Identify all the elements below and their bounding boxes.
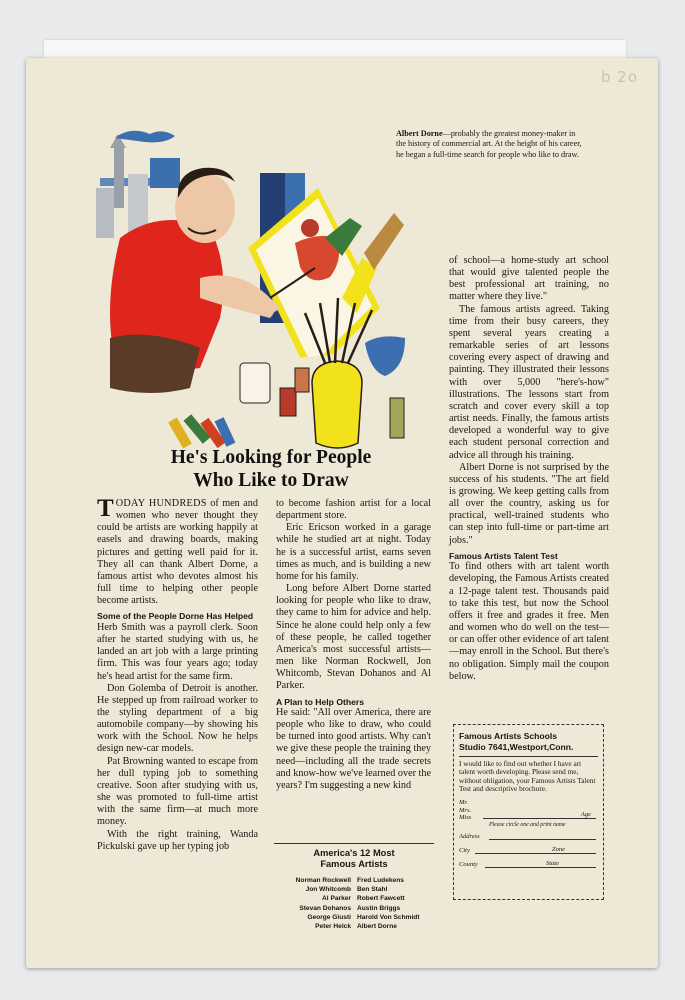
paragraph: Herb Smith was a payroll clerk. Soon after he started studying with us, he landed an art job with a large printing firm. This was four years ago; today he's head artist for the same firm. bbox=[97, 621, 258, 682]
artist-name: Robert Fawcett bbox=[357, 895, 405, 903]
article-column-1 bbox=[97, 495, 258, 853]
article-column-3 bbox=[449, 255, 609, 683]
paragraph: Albert Dorne is not surprised by the success of his students. "The art field is growing. We keep getting calls from all over the country, asking us for practical, well-trained students who can step into full-time or part-time art jobs." bbox=[449, 461, 609, 546]
paragraph: To find others with art talent worth developing, the Famous Artists created a 12-page talent test. Thousands paid to take this test, but now the School offers it free and grades it free. Men and women who do well on the test—or can offer other evidence of art talent—may enroll in the School. But there's no obligation. Simply mail the coupon below. bbox=[449, 561, 609, 682]
article-column-2 bbox=[276, 498, 431, 792]
label-zone: Zone bbox=[552, 845, 565, 853]
artist-name: George Giusti bbox=[307, 913, 351, 921]
label-city: City bbox=[459, 846, 470, 854]
artist-name: Albert Dorne bbox=[357, 923, 397, 931]
coupon-school-name: Famous Artists Schools bbox=[459, 731, 558, 741]
drop-cap: T bbox=[97, 495, 114, 522]
artist-name: Ben Stahl bbox=[357, 886, 388, 894]
artists-title-line-1: America's 12 Most bbox=[313, 848, 395, 858]
caption-text: —probably the greatest money-maker in the history of commercial art. At the height of his career, he began a full-time search for people who like to draw. bbox=[396, 129, 582, 159]
label-mrs: Mrs. bbox=[459, 806, 472, 814]
county-line bbox=[485, 867, 596, 868]
label-address: Address bbox=[459, 832, 480, 840]
artist-name: Fred Ludekens bbox=[357, 877, 404, 884]
coupon-studio-address: Studio 7641,Westport,Conn. bbox=[459, 742, 598, 757]
paragraph: The famous artists agreed. Taking time from their busy careers, they spent several years creating a remarkable series of art lessons covering every aspect of drawing and painting. They illustrated their lessons with over 5,000 "here's-how" illustrations. The lessons start from scratch and cover every skill a top artist needs. Finally, the famous artists developed a wonderful way to give each student personal correction and advice all through his training. bbox=[449, 303, 609, 461]
intro-text: of men and women who never thought they could be artists are working happily at easels and drawing boards, making pictures and getting well paid for it. They all can thank Albert Dorne, a famous artist who devotes almost his full time to helping other people become artists. bbox=[97, 498, 258, 607]
paragraph: Don Golemba of Detroit is another. He stepped up from railroad worker to the styling department of a big automobile company—by showing his work with the School. Now he helps design new-car models. bbox=[97, 682, 258, 755]
artist-name: Harold Von Schmidt bbox=[357, 913, 420, 921]
mail-coupon bbox=[453, 724, 604, 900]
intro-paragraph bbox=[97, 495, 258, 607]
section-heading-talent-test: Famous Artists Talent Test bbox=[449, 550, 558, 561]
coupon-city-zone-field[interactable] bbox=[459, 842, 598, 856]
coupon-name-field[interactable] bbox=[459, 800, 598, 828]
coupon-hint: Please circle one and print name bbox=[489, 821, 566, 828]
label-miss: Miss bbox=[459, 814, 472, 822]
coupon-address-field[interactable] bbox=[459, 828, 598, 842]
name-line bbox=[483, 818, 596, 819]
artist-name: Jon Whitcomb bbox=[305, 886, 351, 894]
headline-line-1: He's Looking for People bbox=[170, 447, 372, 468]
paragraph: Long before Albert Dorne started looking for people who like to draw, they came to him for advice and help. Since he alone could help only a few of these people, he called together America's most successful artists—men like Norman Rockwell, Jon Whitcomb, Stevan Dohanos and Al Parker. bbox=[276, 583, 431, 692]
label-mr: Mr. bbox=[459, 799, 468, 807]
artist-name: Stevan Dohanos bbox=[299, 904, 351, 912]
label-state: State bbox=[546, 859, 559, 867]
artist-name: Peter Helck bbox=[315, 923, 351, 931]
label-county: County bbox=[459, 860, 478, 868]
artist-name: Austin Briggs bbox=[357, 904, 401, 912]
photo-caption bbox=[396, 129, 586, 160]
address-line bbox=[489, 839, 596, 840]
headline bbox=[106, 446, 436, 492]
artist-name: Al Parker bbox=[322, 895, 351, 903]
headline-line-2: Who Like to Draw bbox=[193, 470, 349, 491]
artists-title-line-2: Famous Artists bbox=[320, 859, 388, 869]
paragraph: With the right training, Wanda Pickulski gave up her typing job bbox=[97, 828, 258, 852]
coupon-title-labels bbox=[459, 799, 471, 822]
caption-name: Albert Dorne bbox=[396, 129, 443, 138]
intro-small-caps: ODAY HUNDREDS bbox=[115, 498, 207, 509]
label-age: Age bbox=[580, 810, 591, 818]
paragraph: Eric Ericson worked in a garage while he studied art at night. Today he is a successful artist, earns seven times as much, and is building a new home for his family. bbox=[276, 522, 431, 582]
coupon-county-state-field[interactable] bbox=[459, 856, 598, 870]
paragraph: to become fashion artist for a local department store. bbox=[276, 498, 431, 522]
corner-pencil-mark: b 2o bbox=[600, 68, 638, 86]
coupon-request-text: I would like to find out whether I have art talent worth developing. Please send me, without obligation, your Famous Artists Talent Test and descriptive brochure. bbox=[459, 758, 596, 794]
city-line bbox=[475, 853, 596, 854]
paragraph: Pat Browning wanted to escape from her dull typing job to something creative. Soon after studying with us, she was promoted to full-time artist with the same firm—at much more money. bbox=[97, 755, 258, 828]
paragraph: He said: "All over America, there are people who like to draw, who could be turned into good artists. Why can't we give these people the training they need—including all the trade secrets and know-how we've learned over the years? I'm suggesting a new kind bbox=[276, 707, 431, 791]
paragraph: of school—a home-study art school that would give talented people the best professional art training, no matter where they live." bbox=[449, 255, 609, 303]
section-heading-plan: A Plan to Help Others bbox=[276, 696, 365, 707]
magazine-back-cover bbox=[26, 58, 658, 968]
section-heading-people-helped: Some of the People Dorne Has Helped bbox=[97, 611, 254, 622]
artist-illustration bbox=[80, 118, 410, 453]
artist-name: Norman Rockwell bbox=[295, 877, 351, 884]
artists-list-title bbox=[274, 848, 434, 870]
famous-artists-list bbox=[274, 843, 434, 931]
artists-grid bbox=[274, 876, 434, 931]
